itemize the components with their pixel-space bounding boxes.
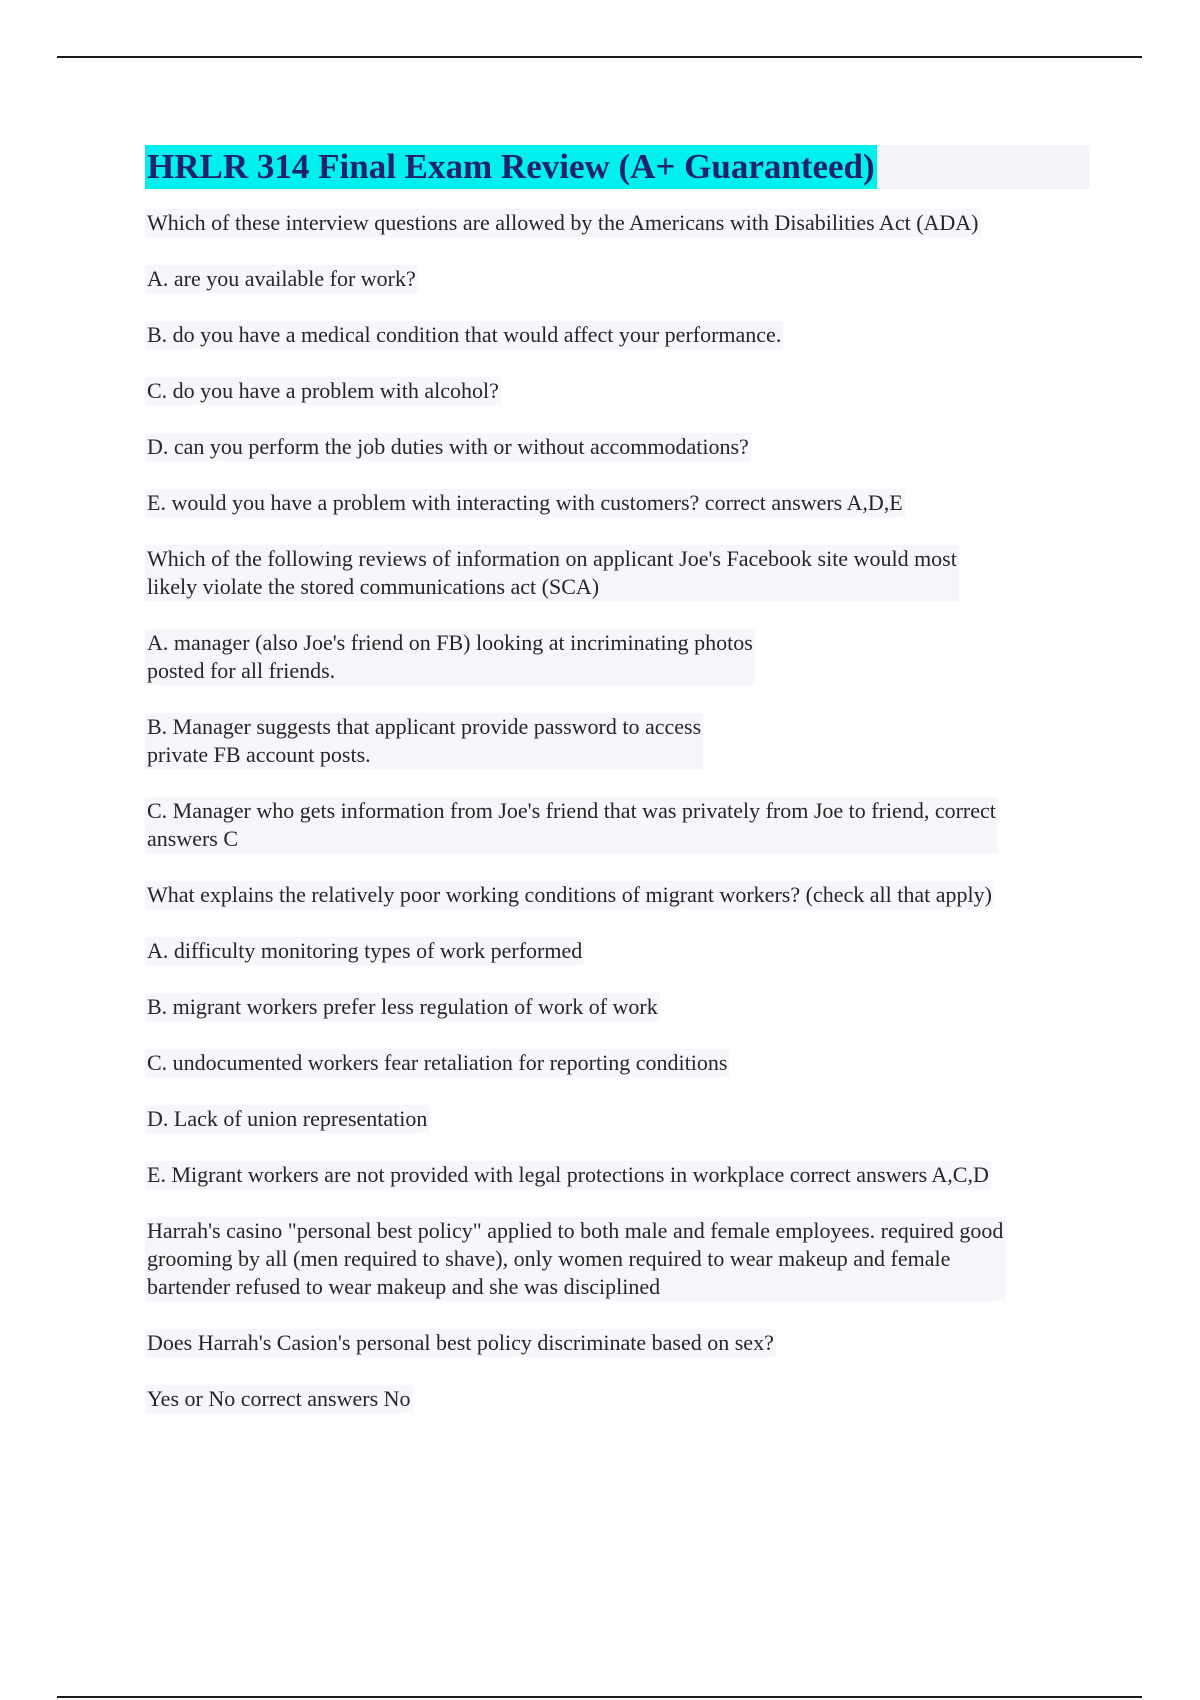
question-harrahs: Does Harrah's Casion's personal best policy discriminate based on sex? <box>147 1330 774 1355</box>
answer-option: A. are you available for work? <box>147 266 416 291</box>
answer-option: B. migrant workers prefer less regulation of work of work <box>147 994 658 1019</box>
document-body <box>145 145 1090 1441</box>
answer-option: B. Manager suggests that applicant provide password to access private FB account posts. <box>147 714 702 767</box>
question-migrant-workers: What explains the relatively poor working conditions of migrant workers? (check all that apply) <box>147 882 992 907</box>
answer-option: C. undocumented workers fear retaliation for reporting conditions <box>147 1050 728 1075</box>
answer-option: D. can you perform the job duties with or without accommodations? <box>147 434 749 459</box>
answer-option: B. do you have a medical condition that would affect your performance. <box>147 322 782 347</box>
answer-option: A. manager (also Joe's friend on FB) looking at incriminating photos posted for all friends. <box>147 630 753 683</box>
top-rule <box>57 56 1142 58</box>
answer-option: C. Manager who gets information from Joe's friend that was privately from Joe to friend, correct answers C <box>147 798 996 851</box>
answer-option: D. Lack of union representation <box>147 1106 428 1131</box>
case-harrahs: Harrah's casino "personal best policy" applied to both male and female employees. required good grooming by all (men required to shave), only women required to wear makeup and female bartender refused to wear makeup and she was disciplined <box>147 1218 1004 1299</box>
title-bar <box>145 145 1090 189</box>
answer-option: A. difficulty monitoring types of work performed <box>147 938 583 963</box>
answer-harrahs: Yes or No correct answers No <box>147 1386 411 1411</box>
document-title: HRLR 314 Final Exam Review (A+ Guaranteed) <box>145 145 877 189</box>
bottom-rule <box>57 1696 1142 1698</box>
question-sca: Which of the following reviews of information on applicant Joe's Facebook site would most likely violate the stored communications act (SCA) <box>147 546 957 599</box>
answer-option: E. would you have a problem with interacting with customers? correct answers A,D,E <box>147 490 903 515</box>
question-ada: Which of these interview questions are allowed by the Americans with Disabilities Act (ADA) <box>147 210 979 235</box>
answer-option: E. Migrant workers are not provided with legal protections in workplace correct answers A,C,D <box>147 1162 989 1187</box>
answer-option: C. do you have a problem with alcohol? <box>147 378 499 403</box>
